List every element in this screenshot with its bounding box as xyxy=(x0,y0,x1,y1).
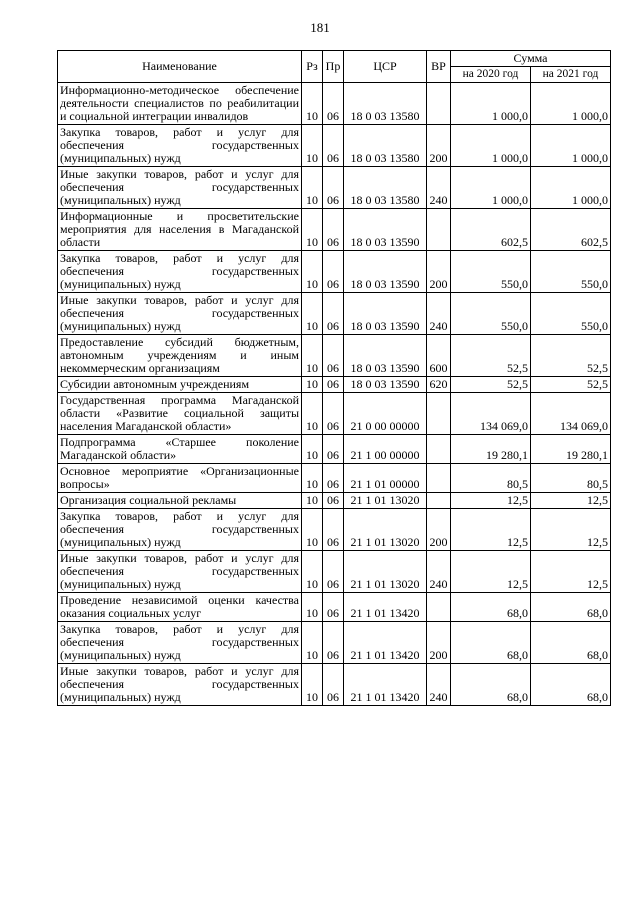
row-sum-2021: 134 069,0 xyxy=(531,393,611,435)
table-row xyxy=(58,493,611,509)
row-name: Организация социальной рекламы xyxy=(58,493,302,509)
table-header xyxy=(58,51,611,83)
row-csr: 21 0 00 00000 xyxy=(344,393,427,435)
row-rz: 10 xyxy=(302,551,323,593)
table-row xyxy=(58,377,611,393)
table-body xyxy=(58,83,611,706)
row-rz: 10 xyxy=(302,335,323,377)
row-sum-2021: 68,0 xyxy=(531,622,611,664)
row-csr: 21 1 01 13420 xyxy=(344,593,427,622)
row-sum-2020: 19 280,1 xyxy=(451,435,531,464)
row-sum-2020: 12,5 xyxy=(451,551,531,593)
row-rz: 10 xyxy=(302,622,323,664)
row-rz: 10 xyxy=(302,593,323,622)
row-sum-2021: 80,5 xyxy=(531,464,611,493)
row-name: Субсидии автономным учреждениям xyxy=(58,377,302,393)
row-vr: 600 xyxy=(427,335,451,377)
budget-table xyxy=(57,50,611,706)
row-sum-2021: 19 280,1 xyxy=(531,435,611,464)
row-rz: 10 xyxy=(302,393,323,435)
row-sum-2020: 52,5 xyxy=(451,377,531,393)
row-pr: 06 xyxy=(323,664,344,706)
row-rz: 10 xyxy=(302,435,323,464)
row-name: Подпрограмма «Старшее поколение Магаданской области» xyxy=(58,435,302,464)
row-pr: 06 xyxy=(323,509,344,551)
row-vr xyxy=(427,209,451,251)
row-name: Закупка товаров, работ и услуг для обеспечения государственных (муниципальных) нужд xyxy=(58,251,302,293)
row-csr: 18 0 03 13580 xyxy=(344,83,427,125)
row-rz: 10 xyxy=(302,83,323,125)
table-row xyxy=(58,551,611,593)
row-vr: 200 xyxy=(427,509,451,551)
table-row xyxy=(58,593,611,622)
row-csr: 21 1 01 13020 xyxy=(344,493,427,509)
row-vr xyxy=(427,464,451,493)
row-sum-2021: 602,5 xyxy=(531,209,611,251)
row-name: Закупка товаров, работ и услуг для обеспечения государственных (муниципальных) нужд xyxy=(58,509,302,551)
table-row xyxy=(58,251,611,293)
row-sum-2021: 12,5 xyxy=(531,493,611,509)
table-row xyxy=(58,125,611,167)
row-name: Информационно-методическое обеспечение деятельности специалистов по реабилитации и социальной интеграции инвалидов xyxy=(58,83,302,125)
row-vr xyxy=(427,493,451,509)
row-name: Основное мероприятие «Организационные вопросы» xyxy=(58,464,302,493)
row-pr: 06 xyxy=(323,551,344,593)
row-pr: 06 xyxy=(323,393,344,435)
row-name: Государственная программа Магаданской области «Развитие социальной защиты населения Магаданской области» xyxy=(58,393,302,435)
row-name: Иные закупки товаров, работ и услуг для обеспечения государственных (муниципальных) нужд xyxy=(58,167,302,209)
row-csr: 18 0 03 13590 xyxy=(344,335,427,377)
row-vr: 240 xyxy=(427,551,451,593)
row-name: Иные закупки товаров, работ и услуг для обеспечения государственных (муниципальных) нужд xyxy=(58,664,302,706)
row-csr: 21 1 01 13020 xyxy=(344,551,427,593)
row-sum-2021: 1 000,0 xyxy=(531,83,611,125)
row-sum-2021: 1 000,0 xyxy=(531,167,611,209)
row-rz: 10 xyxy=(302,251,323,293)
table-row xyxy=(58,83,611,125)
row-name: Закупка товаров, работ и услуг для обеспечения государственных (муниципальных) нужд xyxy=(58,622,302,664)
row-pr: 06 xyxy=(323,83,344,125)
row-sum-2020: 80,5 xyxy=(451,464,531,493)
header-year-2020: на 2020 год xyxy=(451,67,531,83)
row-sum-2021: 68,0 xyxy=(531,593,611,622)
row-pr: 06 xyxy=(323,335,344,377)
row-vr xyxy=(427,435,451,464)
row-pr: 06 xyxy=(323,209,344,251)
row-pr: 06 xyxy=(323,593,344,622)
header-csr: ЦСР xyxy=(344,51,427,83)
row-vr: 200 xyxy=(427,622,451,664)
row-sum-2020: 12,5 xyxy=(451,493,531,509)
row-name: Предоставление субсидий бюджетным, автономным учреждениям и иным некоммерческим организациям xyxy=(58,335,302,377)
row-vr: 240 xyxy=(427,293,451,335)
row-sum-2020: 68,0 xyxy=(451,622,531,664)
table-row xyxy=(58,464,611,493)
header-year-2021: на 2021 год xyxy=(531,67,611,83)
row-sum-2021: 68,0 xyxy=(531,664,611,706)
row-csr: 21 1 01 00000 xyxy=(344,464,427,493)
row-sum-2020: 52,5 xyxy=(451,335,531,377)
row-name: Закупка товаров, работ и услуг для обеспечения государственных (муниципальных) нужд xyxy=(58,125,302,167)
row-csr: 18 0 03 13580 xyxy=(344,125,427,167)
row-sum-2021: 12,5 xyxy=(531,551,611,593)
row-pr: 06 xyxy=(323,493,344,509)
header-rz: Рз xyxy=(302,51,323,83)
row-vr: 200 xyxy=(427,251,451,293)
row-sum-2020: 68,0 xyxy=(451,593,531,622)
row-sum-2021: 52,5 xyxy=(531,335,611,377)
page-number: 181 xyxy=(310,20,330,35)
row-csr: 21 1 00 00000 xyxy=(344,435,427,464)
table-row xyxy=(58,664,611,706)
row-rz: 10 xyxy=(302,664,323,706)
row-vr: 200 xyxy=(427,125,451,167)
row-vr: 240 xyxy=(427,167,451,209)
row-vr: 240 xyxy=(427,664,451,706)
row-rz: 10 xyxy=(302,377,323,393)
row-vr xyxy=(427,393,451,435)
row-pr: 06 xyxy=(323,125,344,167)
row-csr: 18 0 03 13590 xyxy=(344,377,427,393)
row-vr xyxy=(427,593,451,622)
row-pr: 06 xyxy=(323,377,344,393)
row-vr xyxy=(427,83,451,125)
row-pr: 06 xyxy=(323,293,344,335)
row-name: Проведение независимой оценки качества оказания социальных услуг xyxy=(58,593,302,622)
row-vr: 620 xyxy=(427,377,451,393)
row-sum-2020: 602,5 xyxy=(451,209,531,251)
header-name: Наименование xyxy=(58,51,302,83)
row-csr: 21 1 01 13420 xyxy=(344,664,427,706)
row-csr: 18 0 03 13590 xyxy=(344,209,427,251)
row-pr: 06 xyxy=(323,167,344,209)
row-sum-2021: 550,0 xyxy=(531,251,611,293)
header-pr: Пр xyxy=(323,51,344,83)
row-sum-2020: 12,5 xyxy=(451,509,531,551)
row-rz: 10 xyxy=(302,293,323,335)
row-csr: 18 0 03 13580 xyxy=(344,167,427,209)
row-sum-2021: 1 000,0 xyxy=(531,125,611,167)
header-vr: ВР xyxy=(427,51,451,83)
row-rz: 10 xyxy=(302,464,323,493)
row-name: Информационные и просветительские мероприятия для населения в Магаданской области xyxy=(58,209,302,251)
table-row xyxy=(58,335,611,377)
row-rz: 10 xyxy=(302,209,323,251)
table-row xyxy=(58,293,611,335)
table-row xyxy=(58,209,611,251)
row-csr: 21 1 01 13020 xyxy=(344,509,427,551)
table-row xyxy=(58,167,611,209)
row-pr: 06 xyxy=(323,251,344,293)
row-csr: 18 0 03 13590 xyxy=(344,293,427,335)
row-rz: 10 xyxy=(302,167,323,209)
row-pr: 06 xyxy=(323,464,344,493)
row-name: Иные закупки товаров, работ и услуг для обеспечения государственных (муниципальных) нужд xyxy=(58,551,302,593)
row-sum-2021: 550,0 xyxy=(531,293,611,335)
row-sum-2020: 550,0 xyxy=(451,293,531,335)
row-sum-2020: 1 000,0 xyxy=(451,167,531,209)
table-row xyxy=(58,393,611,435)
row-csr: 18 0 03 13590 xyxy=(344,251,427,293)
row-pr: 06 xyxy=(323,622,344,664)
table-row xyxy=(58,622,611,664)
row-sum-2021: 52,5 xyxy=(531,377,611,393)
row-sum-2020: 68,0 xyxy=(451,664,531,706)
row-sum-2020: 1 000,0 xyxy=(451,125,531,167)
row-rz: 10 xyxy=(302,125,323,167)
row-sum-2021: 12,5 xyxy=(531,509,611,551)
row-pr: 06 xyxy=(323,435,344,464)
row-rz: 10 xyxy=(302,509,323,551)
header-row xyxy=(58,51,611,67)
header-sum: Сумма xyxy=(451,51,611,67)
table-row xyxy=(58,509,611,551)
row-name: Иные закупки товаров, работ и услуг для обеспечения государственных (муниципальных) нужд xyxy=(58,293,302,335)
row-sum-2020: 1 000,0 xyxy=(451,83,531,125)
row-csr: 21 1 01 13420 xyxy=(344,622,427,664)
table-row xyxy=(58,435,611,464)
row-sum-2020: 134 069,0 xyxy=(451,393,531,435)
row-rz: 10 xyxy=(302,493,323,509)
row-sum-2020: 550,0 xyxy=(451,251,531,293)
